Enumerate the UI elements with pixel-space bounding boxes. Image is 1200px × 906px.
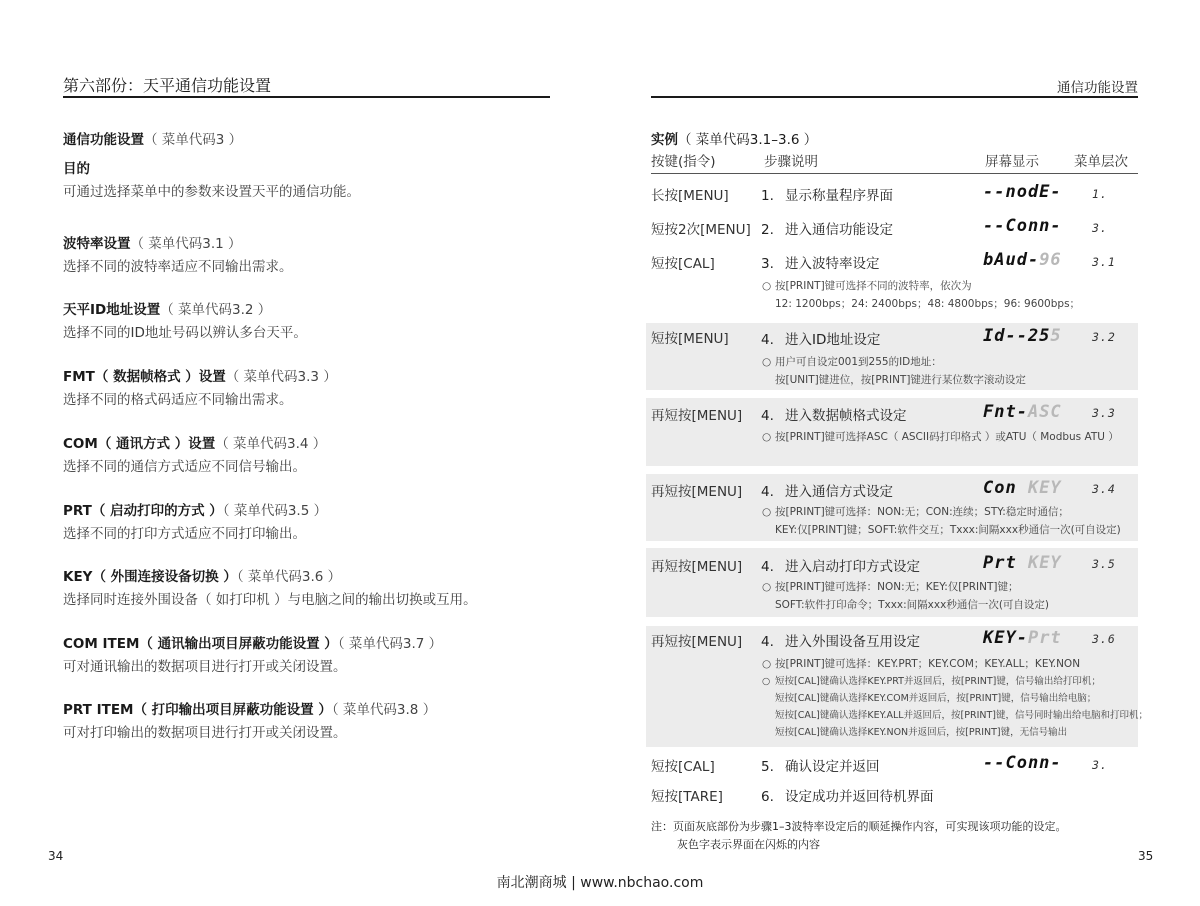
- menu-level: 3.3: [1092, 406, 1116, 420]
- lcd-display: --Conn-: [983, 753, 1062, 773]
- site-footer: 南北潮商城 | www.nbchao.com: [496, 875, 704, 891]
- menu-level: 3.2: [1092, 330, 1116, 344]
- circle-bullet-icon: ○: [762, 658, 772, 670]
- col-header-display: 屏幕显示: [985, 154, 1039, 170]
- intro-heading: [63, 128, 242, 148]
- section-heading-3-2: 天平ID地址设置（ 菜单代码3.2 ）: [63, 302, 272, 318]
- section-heading-3-6: KEY（ 外围连接设备切换 ）（ 菜单代码3.6 ）: [63, 569, 342, 585]
- section-heading-3-5: PRT（ 启动打印的方式 ）（ 菜单代码3.5 ）: [63, 503, 328, 519]
- menu-level: 3.4: [1092, 482, 1116, 496]
- row-key: 再短按[MENU]: [651, 559, 743, 575]
- col-header-level: 菜单层次: [1074, 154, 1128, 170]
- row-key: 短按[CAL]: [651, 256, 715, 272]
- row-key: 再短按[MENU]: [651, 634, 743, 650]
- section-heading-3-1: 波特率设置（ 菜单代码3.1 ）: [63, 236, 242, 252]
- intro-code: （ 菜单代码3 ）: [144, 132, 243, 148]
- circle-bullet-icon: ○: [762, 431, 772, 443]
- lcd-display: --Conn-: [983, 216, 1062, 236]
- lcd-display: bAud-96: [983, 250, 1062, 270]
- lcd-display: Fnt-ASC: [983, 402, 1062, 422]
- row-step: 4. 进入数据帧格式设定: [761, 408, 907, 424]
- section-text-3-6: 选择同时连接外围设备（ 如打印机 ）与电脑之间的输出切换或互用。: [63, 592, 477, 608]
- lcd-display: Prt KEY: [983, 553, 1062, 573]
- row-step: 5. 确认设定并返回: [761, 759, 880, 775]
- lcd-display: --nodE-: [983, 182, 1062, 202]
- section-text-3-5: 选择不同的打印方式适应不同打印输出。: [63, 526, 306, 542]
- row-step: 4. 进入外围设备互用设定: [761, 634, 920, 650]
- menu-level: 3.: [1092, 758, 1108, 772]
- row-key: 短按2次[MENU]: [651, 222, 751, 238]
- circle-bullet-icon: ○: [762, 280, 772, 292]
- purpose-label: 目的: [63, 161, 90, 177]
- menu-level: 3.1: [1092, 255, 1116, 269]
- running-header: 通信功能设置: [1057, 80, 1138, 96]
- col-header-key: 按键(指令): [651, 154, 716, 170]
- row-key: 短按[TARE]: [651, 789, 723, 805]
- row-step: 4. 进入ID地址设定: [761, 332, 881, 348]
- row-step: 4. 进入启动打印方式设定: [761, 559, 920, 575]
- menu-level: 3.6: [1092, 632, 1116, 646]
- page-number-left: 34: [48, 849, 64, 863]
- footnote: 注：页面灰底部份为步骤1–3波特率设定后的顺延操作内容，可实现该项功能的设定。 灰色字表示界面在闪烁的内容: [651, 820, 1067, 851]
- section-text-3-1: 选择不同的波特率适应不同输出需求。: [63, 259, 293, 275]
- circle-bullet-icon: ○: [762, 356, 772, 368]
- circle-bullet-icon: ○: [762, 676, 771, 687]
- title-rule: [63, 96, 550, 98]
- row-key: 长按[MENU]: [651, 188, 729, 204]
- header-rule: [651, 96, 1138, 98]
- row-step: 2. 进入通信功能设定: [761, 222, 893, 238]
- intro-heading-text: 通信功能设置: [63, 132, 144, 148]
- row-key: 再短按[MENU]: [651, 484, 743, 500]
- section-heading-3-7: COM ITEM（ 通讯输出项目屏蔽功能设置 ）（ 菜单代码3.7 ）: [63, 636, 443, 652]
- circle-bullet-icon: ○: [762, 506, 772, 518]
- section-text-3-7: 可对通讯输出的数据项目进行打开或关闭设置。: [63, 659, 347, 675]
- section-heading-3-3: FMT（ 数据帧格式 ）设置（ 菜单代码3.3 ）: [63, 369, 337, 385]
- example-title: 实例（ 菜单代码3.1–3.6 ）: [651, 132, 818, 148]
- purpose-text: 可通过选择菜单中的参数来设置天平的通信功能。: [63, 184, 360, 200]
- row-key: 短按[MENU]: [651, 331, 729, 347]
- lcd-display: KEY-Prt: [983, 628, 1062, 648]
- row-note: ○ 按[PRINT]键可选择：NON:无；CON:连续；STY:稳定时通信； KEY:仅[PRINT]键；SOFT:软件交互；Txxx:间隔xxx秒通信一次(可自设定): [762, 503, 1121, 539]
- section-text-3-2: 选择不同的ID地址号码以辨认多台天平。: [63, 325, 307, 341]
- row-key: 再短按[MENU]: [651, 408, 743, 424]
- row-step: 3. 进入波特率设定: [761, 256, 880, 272]
- row-note: ○ 短按[CAL]键确认选择KEY.PRT并返回后，按[PRINT]键，信号输出给打印机； 短按[CAL]键确认选择KEY.COM并返回后，按[PRINT]键，信号输出给电脑； 短按[CAL]键确认选择KEY.ALL并返回后，按[PRINT]键，信号同时输出给电脑和打印机； 短按[CAL]键确认选择KEY.NON并返回后，按[PRINT]键，无信号输出: [762, 673, 1148, 741]
- row-step: 6. 设定成功并返回待机界面: [761, 789, 934, 805]
- row-note: ○ 按[PRINT]键可选择：KEY.PRT；KEY.COM；KEY.ALL；KEY.NON: [762, 655, 1080, 673]
- section-text-3-3: 选择不同的格式码适应不同输出需求。: [63, 392, 293, 408]
- lcd-display: Con KEY: [983, 478, 1062, 498]
- row-key: 短按[CAL]: [651, 759, 715, 775]
- section-heading-3-4: COM（ 通讯方式 ）设置（ 菜单代码3.4 ）: [63, 436, 327, 452]
- menu-level: 3.: [1092, 221, 1108, 235]
- section-text-3-8: 可对打印输出的数据项目进行打开或关闭设置。: [63, 725, 347, 741]
- circle-bullet-icon: ○: [762, 581, 772, 593]
- row-step: 1. 显示称量程序界面: [761, 188, 893, 204]
- row-note: ○ 按[PRINT]键可选择ASC（ ASCII码打印格式 ）或ATU（ Modbus ATU ）: [762, 428, 1119, 446]
- col-header-step: 步骤说明: [764, 154, 818, 170]
- section-text-3-4: 选择不同的通信方式适应不同信号输出。: [63, 459, 306, 475]
- page-title: 第六部份：天平通信功能设置: [63, 76, 272, 95]
- row-note: ○ 按[PRINT]键可选择：NON:无；KEY:仅[PRINT]键； SOFT:软件打印命令；Txxx:间隔xxx秒通信一次(可自设定): [762, 578, 1049, 614]
- row-note: ○ 按[PRINT]键可选择不同的波特率，依次为 12: 1200bps；24: 2400bps；48: 4800bps；96: 9600bps；: [762, 277, 1080, 313]
- menu-level: 3.5: [1092, 557, 1116, 571]
- row-note: ○ 用户可自设定001到255的ID地址： 按[UNIT]键进位，按[PRINT]键进行某位数字滚动设定: [762, 353, 1026, 389]
- lcd-display: Id--255: [983, 326, 1062, 346]
- table-header-rule: [651, 173, 1138, 174]
- page-number-right: 35: [1138, 849, 1154, 863]
- row-step: 4. 进入通信方式设定: [761, 484, 893, 500]
- section-heading-3-8: PRT ITEM（ 打印输出项目屏蔽功能设置 ）（ 菜单代码3.8 ）: [63, 702, 437, 718]
- menu-level: 1.: [1092, 187, 1108, 201]
